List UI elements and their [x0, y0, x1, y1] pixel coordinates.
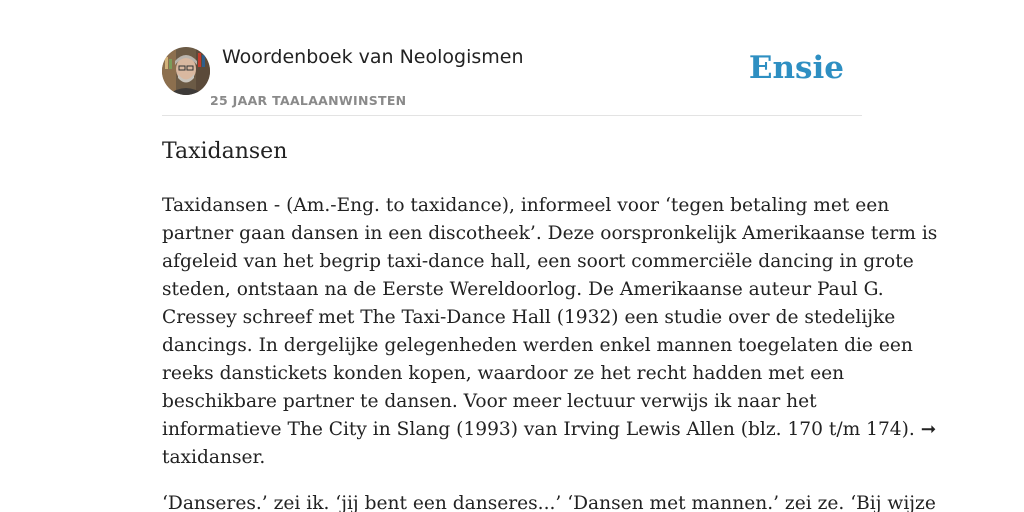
text-line: reeks danstickets konden kopen, waardoor ze het recht hadden met een	[162, 363, 845, 384]
text-line: steden, ontstaan na de Eerste Wereldoorlog. De Amerikaanse auteur Paul G.	[162, 279, 884, 300]
text-line: Taxidansen - (Am.-Eng. to taxidance), informeel voor ‘tegen betaling met een	[162, 195, 890, 216]
entry-paragraph-1	[162, 192, 938, 472]
text-line: informatieve The City in Slang (1993) van Irving Lewis Allen (blz. 170 t/m 174). ➞	[162, 419, 937, 440]
dictionary-title[interactable]: Woordenboek van Neologismen	[222, 46, 524, 68]
entry-body	[162, 192, 938, 512]
dictionary-subtitle: 25 JAAR TAALAANWINSTEN	[210, 93, 407, 108]
text-line: beschikbare partner te dansen. Voor meer lectuur verwijs ik naar het	[162, 391, 817, 412]
entry-paragraph-2	[162, 490, 936, 512]
header	[162, 46, 862, 116]
text-line: afgeleid van het begrip taxi-dance hall, een soort commerciële dancing in grote	[162, 251, 914, 272]
text-line: taxidanser.	[162, 447, 266, 468]
entry-title: Taxidansen	[162, 139, 288, 164]
avatar[interactable]	[162, 47, 210, 95]
brand-logo[interactable]: Ensie	[748, 50, 844, 86]
text-line: partner gaan dansen in een discotheek’. Deze oorspronkelijk Amerikaanse term is	[162, 223, 938, 244]
text-line: ‘Danseres.’ zei ik. ‘jij bent een danseres...’ ‘Dansen met mannen.’ zei ze. ‘Bij wijze	[162, 493, 936, 512]
author-portrait-icon	[162, 47, 210, 95]
text-line: dancings. In dergelijke gelegenheden werden enkel mannen toegelaten die een	[162, 335, 913, 356]
text-line: Cressey schreef met The Taxi-Dance Hall (1932) een studie over de stedelijke	[162, 307, 896, 328]
